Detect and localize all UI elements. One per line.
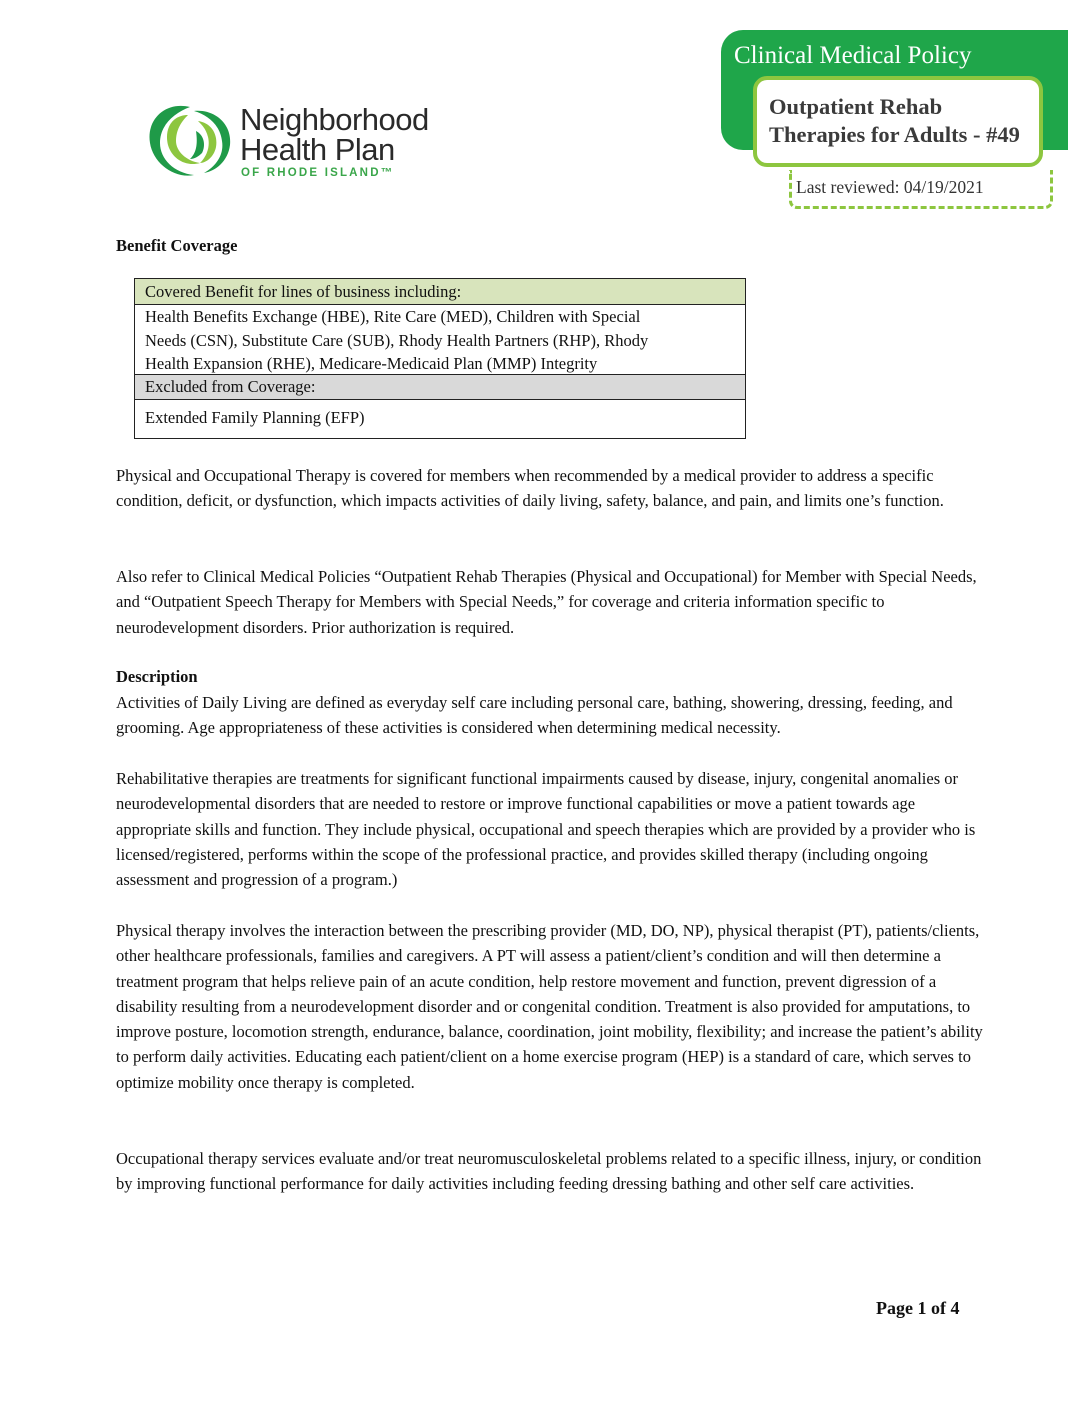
logo-name-line1: Neighborhood — [240, 102, 429, 137]
excluded-header: Excluded from Coverage: — [135, 375, 745, 400]
intro-paragraph-2: Also refer to Clinical Medical Policies “Outpatient Rehab Therapies (Physical and Occupational) for Member with Special Needs, and “Outpatient Speech Therapy for Members with Special Needs,” for coverage and criteria information specific to neurodevelopment disorders. Prior authorization is required. — [116, 567, 977, 637]
covered-line: Needs (CSN), Substitute Care (SUB), Rhody Health Partners (RHP), Rhody — [145, 330, 649, 350]
policy-title-line2: Therapies for Adults - #49 — [769, 122, 1020, 147]
policy-title-line1: Outpatient Rehab — [769, 94, 943, 119]
nhp-logo — [144, 101, 454, 185]
intro-paragraph-1: Physical and Occupational Therapy is covered for members when recommended by a medical provider to address a specific condition, deficit, or dysfunction, which impacts activities of daily living, safety, balance, and pain, and limits one’s function. — [116, 466, 944, 511]
page-number: Page 1 of 4 — [876, 1298, 960, 1318]
covered-line: Health Benefits Exchange (HBE), Rite Care (MED), Children with Special — [145, 307, 641, 326]
description-paragraph-2: Rehabilitative therapies are treatments for significant functional impairments caused by disease, injury, congenital anomalies or neurodevelopmental disorders that are needed to restore or improve functional capabilities or move a patient towards age appropriate skills and function. They include physical, occupational and speech therapies which are provided by a provider who is licensed/registered, performs within the scope of the professional practice, and provides skilled therapy (including ongoing assessment and progression of a program.) — [116, 769, 976, 890]
policy-title — [769, 93, 1020, 149]
logo-name-line2: Health Plan — [240, 132, 395, 167]
policy-title-card — [753, 76, 1043, 167]
review-date: Last reviewed: 04/19/2021 — [796, 177, 984, 197]
nhp-swirl-logo-icon — [144, 101, 236, 181]
logo-wordmark — [240, 102, 429, 167]
description-paragraph-1: Activities of Daily Living are defined as everyday self care including personal care, bathing, showering, dressing, feeding, and grooming. Age appropriateness of these activities is considered when determining medical necessity. — [116, 693, 953, 738]
description-heading: Description — [116, 667, 198, 686]
description-paragraph-3: Physical therapy involves the interaction between the prescribing provider (MD, DO, NP), physical therapist (PT), patients/clients, other healthcare professionals, families and caregivers. A PT will assess a patient/client’s condition and will then determine a treatment program that helps relieve pain of an acute condition, help restore movement and function, prevent digression of a disability resulting from a neurodevelopment disorder and or congenital condition. Treatment is also provided for amputations, to improve posture, locomotion strength, endurance, balance, coordination, joint mobility, flexibility; and increase the patient’s ability to perform daily activities. Educating each patient/client on a home exercise program (HEP) is a standard of care, which serves to optimize mobility once therapy is completed. — [116, 921, 983, 1092]
coverage-table — [134, 278, 746, 439]
excluded-value: Extended Family Planning (EFP) — [145, 408, 365, 427]
benefit-coverage-heading: Benefit Coverage — [116, 236, 238, 255]
covered-benefit-lines — [135, 305, 745, 375]
policy-kicker: Clinical Medical Policy — [734, 42, 972, 69]
logo-subtitle: OF RHODE ISLAND™ — [241, 167, 395, 179]
description-paragraph-4: Occupational therapy services evaluate and/or treat neuromusculoskeletal problems related to a specific illness, injury, or condition by improving functional performance for daily activities including feeding dressing bathing and other self care activities. — [116, 1149, 982, 1194]
covered-line: Health Expansion (RHE), Medicare-Medicaid Plan (MMP) Integrity — [145, 354, 598, 373]
covered-benefit-header: Covered Benefit for lines of business including: — [135, 279, 745, 305]
